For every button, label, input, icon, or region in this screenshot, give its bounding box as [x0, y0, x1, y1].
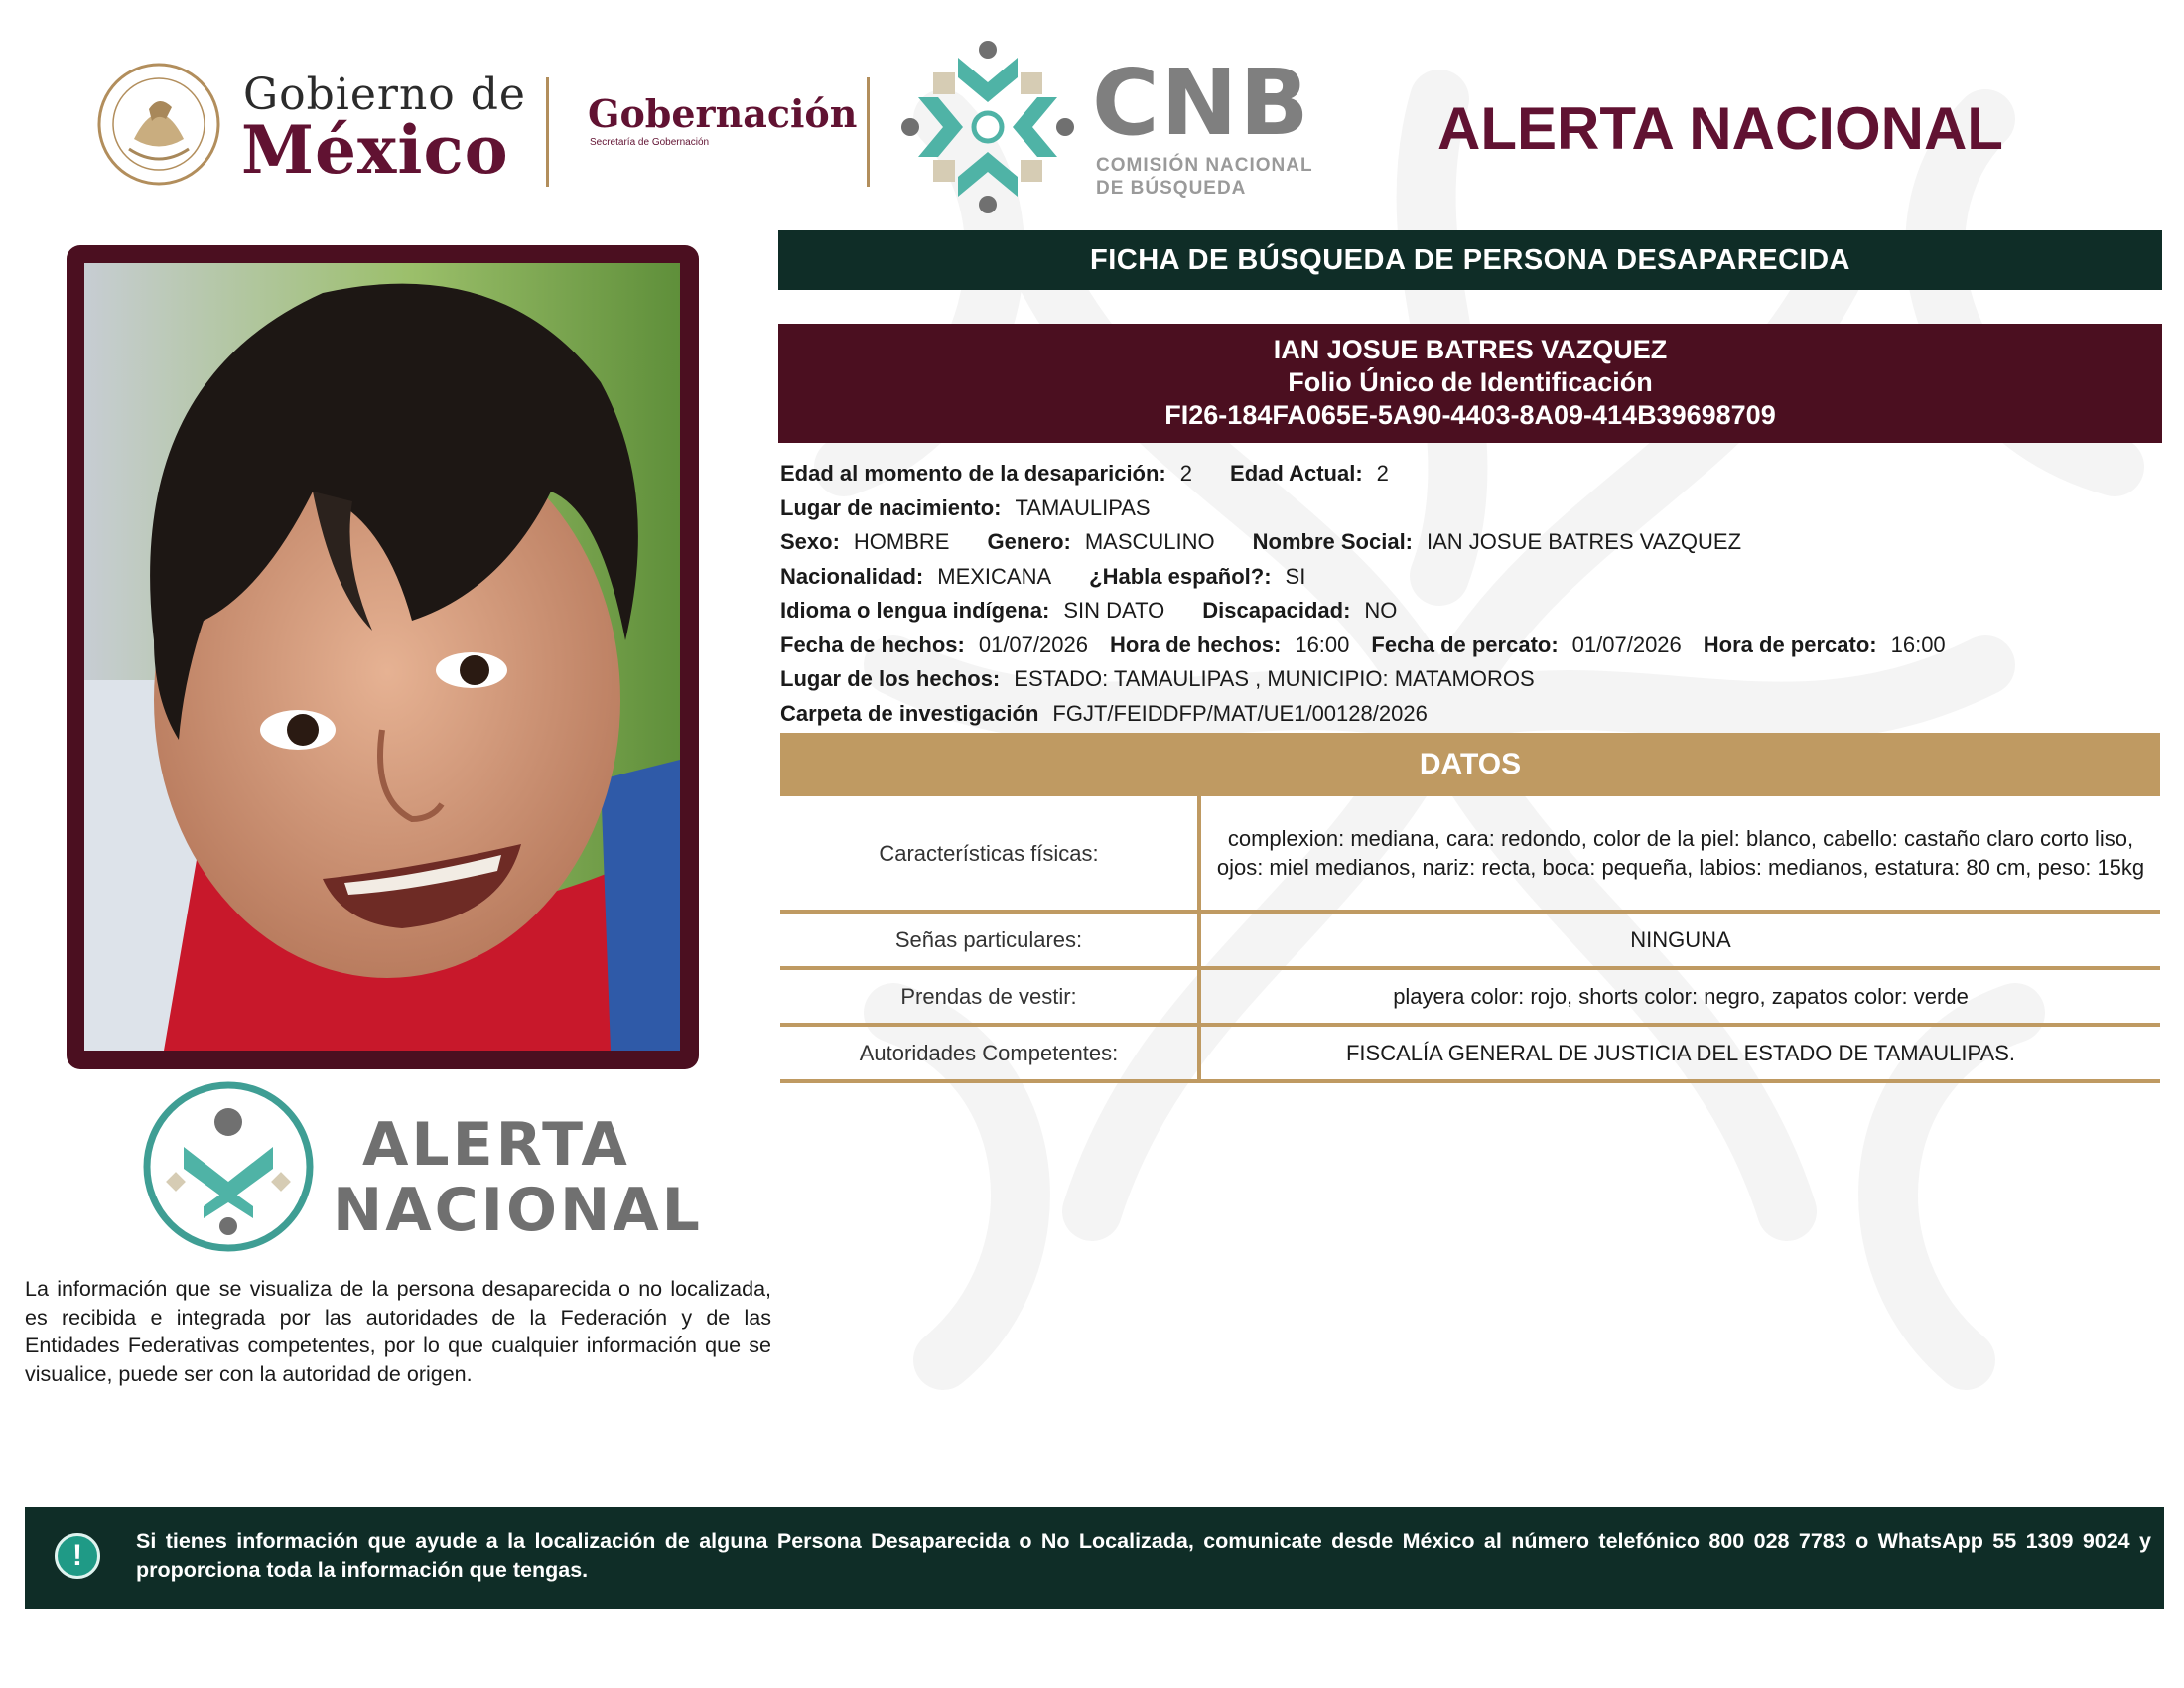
info-row-carpeta [780, 697, 2160, 732]
senas-value: NINGUNA [1199, 912, 2160, 968]
folio-label: Folio Único de Identificación [1288, 367, 1653, 397]
autoridades-value: FISCALÍA GENERAL DE JUSTICIA DEL ESTADO DE TAMAULIPAS. [1199, 1025, 2160, 1081]
fecha-hechos-label: Fecha de hechos: [780, 632, 965, 657]
gobierno-de-text: Gobierno de [243, 70, 526, 120]
alerta-nacional-title: ALERTA NACIONAL [1437, 95, 2003, 162]
separator [867, 77, 870, 187]
fecha-percato-label: Fecha de percato: [1371, 632, 1559, 657]
disclaimer-text: La información que se visualiza de la persona desaparecida o no localizada, es recibida e integrada por las autoridades de la Federación y de las Entidades Federativas competentes, por lo que cualquier información que se visualice, puede ser con la autoridad de origen. [25, 1277, 771, 1386]
mexico-coat-of-arms-icon [94, 60, 223, 189]
info-row-fechas [780, 629, 2160, 663]
nacionalidad-label: Nacionalidad: [780, 563, 924, 589]
hora-percato-label: Hora de percato: [1703, 632, 1877, 657]
genero-label: Genero: [987, 529, 1071, 554]
genero-value: MASCULINO [1084, 529, 1215, 554]
carpeta-label: Carpeta de investigación [780, 700, 1039, 726]
edad-actual-label: Edad Actual: [1230, 461, 1363, 486]
cnb-subtitle-line2: DE BÚSQUEDA [1096, 178, 1247, 199]
discapacidad-label: Discapacidad: [1202, 598, 1351, 623]
mexico-text: México [241, 111, 509, 189]
table-row [780, 912, 2160, 968]
prendas-value: playera color: rojo, shorts color: negro, zapatos color: verde [1199, 968, 2160, 1025]
info-row-sexo [780, 525, 2160, 560]
lugar-nacimiento-value: TAMAULIPAS [1015, 494, 1151, 520]
separator [546, 77, 549, 187]
lugar-hechos-label: Lugar de los hechos: [780, 666, 1001, 691]
table-row [780, 968, 2160, 1025]
alerta-word: ALERTA [362, 1110, 630, 1180]
table-row [780, 1025, 2160, 1081]
habla-espanol-value: SI [1285, 563, 1306, 589]
lugar-nacimiento-label: Lugar de nacimiento: [780, 494, 1002, 520]
ficha-title-bar: FICHA DE BÚSQUEDA DE PERSONA DESAPARECIDA [778, 230, 2162, 290]
caracteristicas-value: complexion: mediana, cara: redondo, color de la piel: blanco, cabello: castaño claro corto liso, ojos: miel medianos, nariz: recta, boca: pequeña, labios: medianos, estatura: 80 cm, peso: 15kg [1199, 796, 2160, 912]
header [0, 0, 2184, 218]
table-row [780, 796, 2160, 912]
folio-id: FI26-184FA065E-5A90-4403-8A09-414B39698709 [1164, 400, 1776, 430]
autoridades-label: Autoridades Competentes: [780, 1025, 1199, 1081]
hora-percato-value: 16:00 [1890, 632, 1946, 657]
datos-title-bar: DATOS [780, 733, 2160, 796]
fecha-hechos-value: 01/07/2026 [978, 632, 1088, 657]
alerta-nacional-logo-icon [139, 1077, 318, 1256]
nombre-social-label: Nombre Social: [1252, 529, 1414, 554]
carpeta-value: FGJT/FEIDDFP/MAT/UE1/00128/2026 [1052, 700, 1428, 726]
cnb-subtitle-line1: COMISIÓN NACIONAL [1096, 155, 1313, 176]
missing-person-photo [84, 263, 680, 1051]
nombre-social-value: IAN JOSUE BATRES VAZQUEZ [1427, 529, 1742, 554]
person-name: IAN JOSUE BATRES VAZQUEZ [1273, 335, 1668, 364]
idioma-label: Idioma o lengua indígena: [780, 598, 1050, 623]
info-row-nacimiento [780, 492, 2160, 526]
hora-hechos-label: Hora de hechos: [1109, 632, 1282, 657]
edad-desaparicion-value: 2 [1179, 461, 1193, 486]
cnb-subtitle [1096, 154, 1313, 200]
hora-hechos-value: 16:00 [1295, 632, 1350, 657]
cnb-text: CNB [1092, 50, 1311, 156]
sexo-label: Sexo: [780, 529, 840, 554]
gobernacion-subtitle: Secretaría de Gobernación [590, 137, 710, 148]
edad-desaparicion-label: Edad al momento de la desaparición: [780, 461, 1166, 486]
nacional-word: NACIONAL [333, 1176, 703, 1245]
senas-label: Señas particulares: [780, 912, 1199, 968]
sexo-value: HOMBRE [853, 529, 950, 554]
idioma-value: SIN DATO [1063, 598, 1165, 623]
alerta-nacional-logo-text [333, 1112, 703, 1243]
child-portrait-image [84, 263, 680, 1051]
lugar-hechos-value: ESTADO: TAMAULIPAS , MUNICIPIO: MATAMOROS [1014, 666, 1535, 691]
caracteristicas-label: Características físicas: [780, 796, 1199, 912]
footer-contact-text: Si tienes información que ayude a la localización de alguna Persona Desaparecida o No Localizada, comunicate desde México al número telefónico 800 028 7783 o WhatsApp 55 1309 9024 y proporciona toda la información que tengas. [136, 1529, 2151, 1582]
person-info [780, 457, 2160, 731]
cnb-logo-icon [898, 38, 1077, 216]
habla-espanol-label: ¿Habla español?: [1089, 563, 1272, 589]
edad-actual-value: 2 [1376, 461, 1389, 486]
gobernacion-logo-text: Gobernación [588, 91, 858, 136]
info-row-lugar-hechos [780, 662, 2160, 697]
discapacidad-value: NO [1364, 598, 1398, 623]
info-row-idioma [780, 594, 2160, 629]
info-row-nacionalidad [780, 560, 2160, 595]
nacionalidad-value: MEXICANA [937, 563, 1052, 589]
exclamation-icon: ! [55, 1533, 100, 1579]
person-name-box [778, 324, 2162, 443]
datos-table [780, 796, 2160, 1083]
prendas-label: Prendas de vestir: [780, 968, 1199, 1025]
fecha-percato-value: 01/07/2026 [1571, 632, 1682, 657]
footer-banner [25, 1507, 2164, 1609]
info-row-edad [780, 457, 2160, 492]
